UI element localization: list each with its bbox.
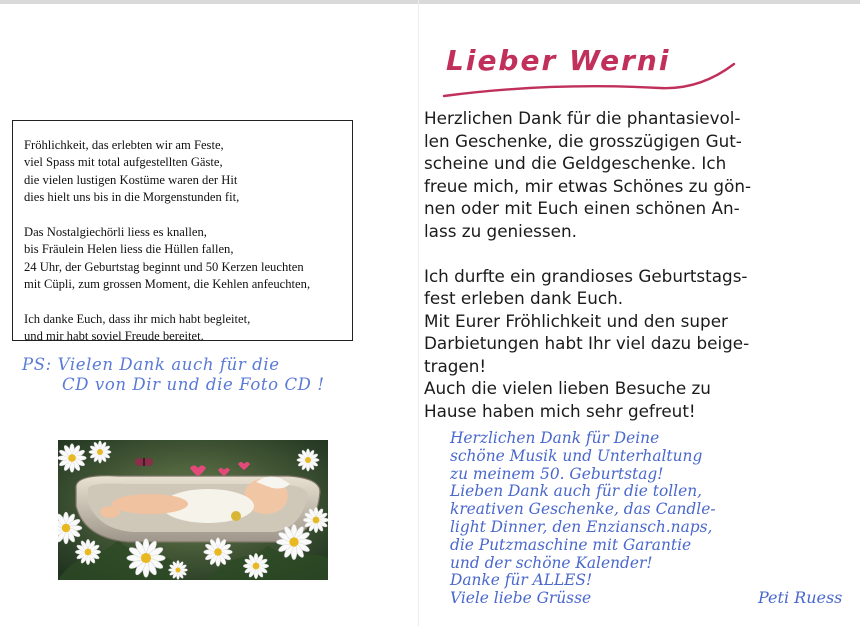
text-line: len Geschenke, die grosszügigen Gut- xyxy=(424,130,742,151)
handwritten-line: schöne Musik und Unterhaltung xyxy=(450,446,703,465)
greeting-title: Lieber Werni xyxy=(446,44,671,77)
text-line: Mit Eurer Fröhlichkeit und den super xyxy=(424,310,728,331)
poem-line: bis Fräulein Helen liess die Hüllen fallen, xyxy=(24,242,234,257)
stanza-gap xyxy=(24,294,344,311)
handwritten-line: die Putzmaschine mit Garantie xyxy=(450,535,692,554)
handwritten-note xyxy=(450,430,850,608)
baby-bathtub-photo xyxy=(58,440,328,580)
text-line: Ich durfte ein grandioses Geburtstags- xyxy=(424,265,748,286)
text-line: scheine und die Geldgeschenke. Ich xyxy=(424,153,727,173)
handwritten-line: Viele liebe Grüsse xyxy=(450,589,592,608)
text-line: Herzlichen Dank für die phantasievol- xyxy=(424,108,741,128)
text-line: freue mich, mir etwas Schönes zu gön- xyxy=(424,175,752,196)
card-fold-line xyxy=(418,0,419,626)
poem-line: und mir habt soviel Freude bereitet. xyxy=(24,329,204,344)
text-line: Darbietungen habt Ihr viel dazu beige- xyxy=(424,333,750,353)
text-line: fest erleben dank Euch. xyxy=(424,288,624,308)
text-line: nen oder mit Euch einen schönen An- xyxy=(424,198,740,218)
poem-line: Das Nostalgiechörli liess es knallen, xyxy=(24,225,207,240)
ps-handwritten-note xyxy=(22,355,382,395)
poem-line: mit Cüpli, zum grossen Moment, die Kehlen anfeuchten, xyxy=(24,277,311,292)
handwritten-line: zu meinem 50. Geburtstag! xyxy=(450,464,664,483)
poem-line: die vielen lustigen Kostüme waren der Hit xyxy=(24,172,238,187)
handwritten-line: light Dinner, den Enziansch.naps, xyxy=(450,517,713,536)
card-top-edge xyxy=(0,0,860,4)
ps-line: CD von Dir und die Foto CD ! xyxy=(62,375,325,394)
thank-you-text xyxy=(424,107,804,422)
photo-illustration xyxy=(58,440,328,580)
stanza-gap xyxy=(24,207,344,224)
poem-line: Fröhlichkeit, das erlebten wir am Feste, xyxy=(24,138,224,152)
ps-line: PS: Vielen Dank auch für die xyxy=(22,355,280,374)
handwritten-line: Danke für ALLES! xyxy=(450,571,593,590)
signature: Peti Ruess xyxy=(758,588,843,607)
text-line: tragen! xyxy=(424,355,487,376)
handwritten-line: Herzlichen Dank für Deine xyxy=(450,429,660,447)
poem-line: 24 Uhr, der Geburtstag beginnt und 50 Kerzen leuchten xyxy=(24,259,304,274)
text-line: Hause haben mich sehr gefreut! xyxy=(424,400,696,421)
handwritten-line: Lieben Dank auch für die tollen, xyxy=(450,482,703,501)
handwritten-line: kreativen Geschenke, das Candle- xyxy=(450,500,716,519)
paragraph-gap xyxy=(424,242,804,265)
text-line: Auch die vielen lieben Besuche zu xyxy=(424,378,711,398)
poem-line: dies hielt uns bis in die Morgenstunden fit, xyxy=(24,190,240,205)
handwritten-line: und der schöne Kalender! xyxy=(450,553,653,572)
title-underline-swash xyxy=(430,60,740,100)
poem-line: Ich danke Euch, dass ihr mich habt begleitet, xyxy=(24,312,251,327)
text-line: lass zu geniessen. xyxy=(424,220,577,241)
poem-box xyxy=(12,120,353,344)
poem-line: viel Spass mit total aufgestellten Gäste, xyxy=(24,155,223,170)
